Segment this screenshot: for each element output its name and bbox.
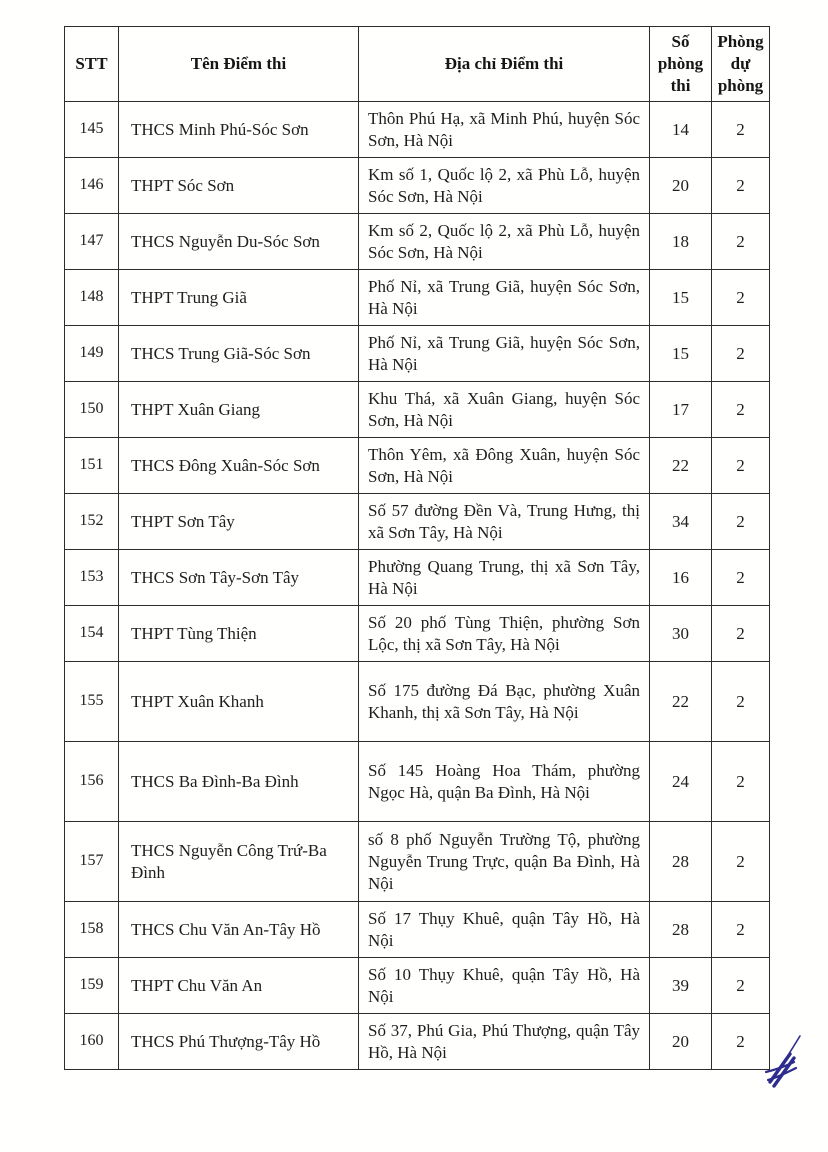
cell-stt: 157	[65, 822, 119, 902]
table-row	[65, 326, 770, 382]
signature-mark	[760, 1032, 812, 1098]
cell-site-address: Số 10 Thụy Khuê, quận Tây Hồ, Hà Nội	[359, 958, 650, 1014]
cell-stt: 152	[65, 494, 119, 550]
cell-backup-rooms: 2	[712, 270, 770, 326]
cell-site-name: THCS Phú Thượng-Tây Hồ	[119, 1014, 359, 1070]
cell-exam-rooms: 15	[650, 270, 712, 326]
cell-site-address: Km số 2, Quốc lộ 2, xã Phù Lỗ, huyện Sóc Sơn, Hà Nội	[359, 214, 650, 270]
cell-backup-rooms: 2	[712, 382, 770, 438]
cell-backup-rooms: 2	[712, 662, 770, 742]
cell-exam-rooms: 28	[650, 822, 712, 902]
cell-site-address: Số 17 Thụy Khuê, quận Tây Hồ, Hà Nội	[359, 902, 650, 958]
cell-backup-rooms: 2	[712, 102, 770, 158]
cell-backup-rooms: 2	[712, 550, 770, 606]
header-backup-rooms: Phòng dự phòng	[712, 27, 770, 102]
cell-stt: 150	[65, 382, 119, 438]
cell-backup-rooms: 2	[712, 214, 770, 270]
cell-site-address: Phố Nỉ, xã Trung Giã, huyện Sóc Sơn, Hà Nội	[359, 270, 650, 326]
cell-exam-rooms: 39	[650, 958, 712, 1014]
cell-backup-rooms: 2	[712, 902, 770, 958]
cell-stt: 158	[65, 902, 119, 958]
cell-site-name: THCS Đông Xuân-Sóc Sơn	[119, 438, 359, 494]
cell-site-name: THPT Xuân Khanh	[119, 662, 359, 742]
header-site-name: Tên Điểm thi	[119, 27, 359, 102]
cell-site-address: số 8 phố Nguyễn Trường Tộ, phường Nguyễn Trung Trực, quận Ba Đình, Hà Nội	[359, 822, 650, 902]
table-row	[65, 958, 770, 1014]
cell-exam-rooms: 18	[650, 214, 712, 270]
table-row	[65, 822, 770, 902]
cell-stt: 153	[65, 550, 119, 606]
cell-exam-rooms: 20	[650, 158, 712, 214]
cell-stt: 148	[65, 270, 119, 326]
cell-site-name: THPT Xuân Giang	[119, 382, 359, 438]
cell-exam-rooms: 20	[650, 1014, 712, 1070]
cell-site-name: THCS Sơn Tây-Sơn Tây	[119, 550, 359, 606]
cell-exam-rooms: 17	[650, 382, 712, 438]
cell-exam-rooms: 24	[650, 742, 712, 822]
cell-site-name: THPT Sơn Tây	[119, 494, 359, 550]
cell-site-name: THCS Minh Phú-Sóc Sơn	[119, 102, 359, 158]
table-header	[65, 27, 770, 102]
table-row	[65, 382, 770, 438]
table-row	[65, 606, 770, 662]
table-row	[65, 742, 770, 822]
cell-exam-rooms: 22	[650, 438, 712, 494]
cell-site-name: THPT Chu Văn An	[119, 958, 359, 1014]
cell-site-address: Thôn Yêm, xã Đông Xuân, huyện Sóc Sơn, Hà Nội	[359, 438, 650, 494]
cell-stt: 149	[65, 326, 119, 382]
cell-backup-rooms: 2	[712, 438, 770, 494]
header-stt: STT	[65, 27, 119, 102]
cell-exam-rooms: 16	[650, 550, 712, 606]
cell-stt: 159	[65, 958, 119, 1014]
cell-stt: 145	[65, 102, 119, 158]
table-row	[65, 158, 770, 214]
cell-stt: 154	[65, 606, 119, 662]
cell-stt: 151	[65, 438, 119, 494]
cell-backup-rooms: 2	[712, 822, 770, 902]
cell-exam-rooms: 28	[650, 902, 712, 958]
cell-stt: 146	[65, 158, 119, 214]
cell-site-name: THCS Trung Giã-Sóc Sơn	[119, 326, 359, 382]
cell-site-address: Thôn Phú Hạ, xã Minh Phú, huyện Sóc Sơn, Hà Nội	[359, 102, 650, 158]
cell-backup-rooms: 2	[712, 158, 770, 214]
table-row	[65, 214, 770, 270]
cell-stt: 147	[65, 214, 119, 270]
table-body	[65, 102, 770, 1070]
cell-site-name: THPT Trung Giã	[119, 270, 359, 326]
cell-site-name: THCS Nguyễn Du-Sóc Sơn	[119, 214, 359, 270]
table-row	[65, 662, 770, 742]
cell-site-address: Số 20 phố Tùng Thiện, phường Sơn Lộc, thị xã Sơn Tây, Hà Nội	[359, 606, 650, 662]
table-row	[65, 902, 770, 958]
cell-site-address: Phường Quang Trung, thị xã Sơn Tây, Hà Nội	[359, 550, 650, 606]
cell-backup-rooms: 2	[712, 326, 770, 382]
header-site-address: Địa chỉ Điểm thi	[359, 27, 650, 102]
cell-site-name: THCS Chu Văn An-Tây Hồ	[119, 902, 359, 958]
cell-stt: 160	[65, 1014, 119, 1070]
cell-backup-rooms: 2	[712, 606, 770, 662]
table-row	[65, 102, 770, 158]
cell-site-address: Số 145 Hoàng Hoa Thám, phường Ngọc Hà, quận Ba Đình, Hà Nội	[359, 742, 650, 822]
cell-backup-rooms: 2	[712, 958, 770, 1014]
table-row	[65, 1014, 770, 1070]
cell-exam-rooms: 14	[650, 102, 712, 158]
table-row	[65, 494, 770, 550]
cell-site-name: THCS Nguyễn Công Trứ-Ba Đình	[119, 822, 359, 902]
cell-site-address: Số 57 đường Đền Và, Trung Hưng, thị xã Sơn Tây, Hà Nội	[359, 494, 650, 550]
cell-site-name: THPT Sóc Sơn	[119, 158, 359, 214]
cell-site-address: Số 37, Phú Gia, Phú Thượng, quận Tây Hồ, Hà Nội	[359, 1014, 650, 1070]
cell-backup-rooms: 2	[712, 494, 770, 550]
cell-site-address: Khu Thá, xã Xuân Giang, huyện Sóc Sơn, Hà Nội	[359, 382, 650, 438]
cell-exam-rooms: 22	[650, 662, 712, 742]
cell-site-address: Km số 1, Quốc lộ 2, xã Phù Lỗ, huyện Sóc Sơn, Hà Nội	[359, 158, 650, 214]
exam-sites-table	[64, 26, 770, 1070]
cell-site-name: THPT Tùng Thiện	[119, 606, 359, 662]
cell-site-address: Số 175 đường Đá Bạc, phường Xuân Khanh, thị xã Sơn Tây, Hà Nội	[359, 662, 650, 742]
cell-backup-rooms: 2	[712, 742, 770, 822]
cell-exam-rooms: 34	[650, 494, 712, 550]
cell-exam-rooms: 15	[650, 326, 712, 382]
header-row	[65, 27, 770, 102]
header-exam-rooms: Số phòng thi	[650, 27, 712, 102]
table-row	[65, 550, 770, 606]
cell-site-name: THCS Ba Đình-Ba Đình	[119, 742, 359, 822]
table-row	[65, 438, 770, 494]
cell-backup-rooms: 2	[712, 1014, 770, 1070]
table-row	[65, 270, 770, 326]
cell-site-address: Phố Nỉ, xã Trung Giã, huyện Sóc Sơn, Hà Nội	[359, 326, 650, 382]
cell-exam-rooms: 30	[650, 606, 712, 662]
cell-stt: 156	[65, 742, 119, 822]
cell-stt: 155	[65, 662, 119, 742]
